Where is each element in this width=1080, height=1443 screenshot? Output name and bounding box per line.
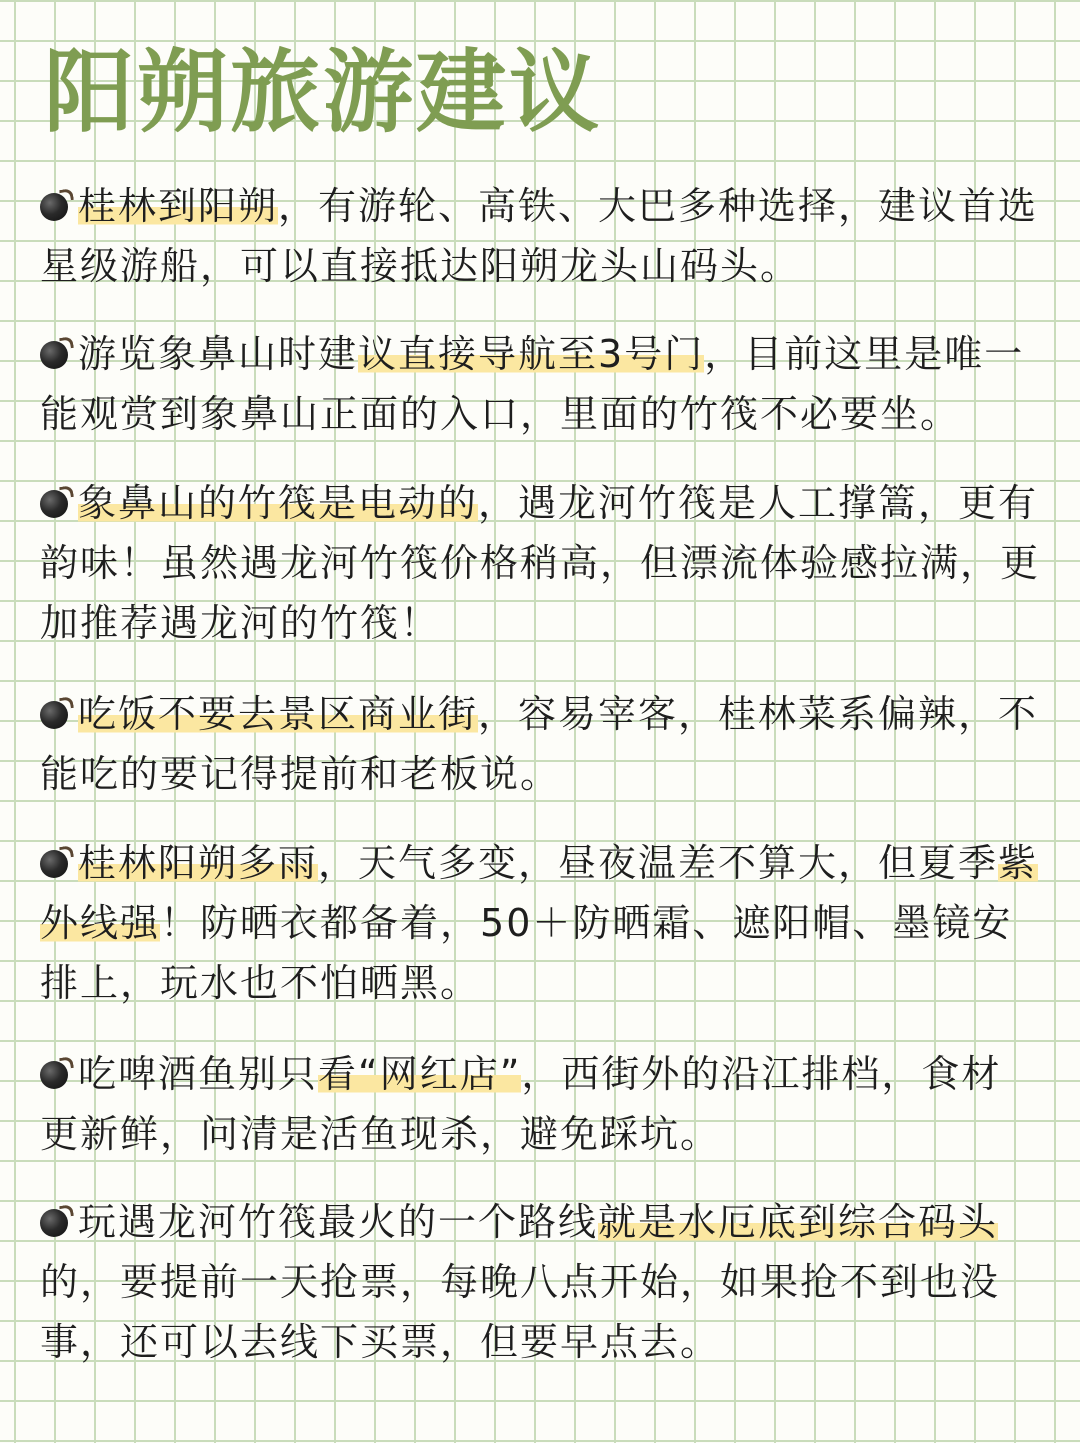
tip-highlight-2: 紫外线强 (40, 841, 1039, 945)
tip-item (40, 1044, 1040, 1164)
tip-highlight: 桂林阳朔多雨 (78, 841, 319, 885)
bomb-icon (40, 1205, 72, 1237)
tip-text-pre: 玩遇龙河竹筏最火的一个路线 (78, 1200, 599, 1244)
tip-highlight: 议直接导航至3号门 (358, 332, 705, 376)
tip-text: 的，要提前一天抢票，每晚八点开始，如果抢不到也没事，还可以去线下买票，但要早点去。 (40, 1260, 1001, 1364)
tip-item (40, 324, 1040, 444)
tip-item (40, 1192, 1040, 1372)
tip-item (40, 684, 1040, 804)
bomb-icon (40, 846, 72, 878)
bomb-icon (40, 486, 72, 518)
tip-highlight: 象鼻山的竹筏是电动的 (78, 481, 479, 525)
tip-text-pre: 吃啤酒鱼别只 (78, 1052, 319, 1096)
page-title: 阳朔旅游建议 (44, 40, 602, 145)
tip-text: ，天气多变，昼夜温差不算大，但夏季 (318, 841, 999, 885)
bomb-icon (40, 697, 72, 729)
tip-item (40, 473, 1040, 653)
tip-text: ，遇龙河竹筏是人工撑篙，更有韵味！虽然遇龙河竹筏价格稍高，但漂流体验感拉满，更加推荐遇龙河的竹筏！ (40, 481, 1041, 645)
tip-text: ，容易宰客，桂林菜系偏辣，不能吃的要记得提前和老板说。 (40, 692, 1039, 796)
tip-text: ，西街外的沿江排档，食材更新鲜，问清是活鱼现杀，避免踩坑。 (40, 1052, 1002, 1156)
tip-highlight: 看“网红店” (318, 1052, 522, 1096)
bomb-icon (40, 337, 72, 369)
tip-item (40, 833, 1040, 1013)
bomb-icon (40, 189, 72, 221)
tip-highlight: 吃饭不要去景区商业街 (78, 692, 479, 736)
tip-item (40, 176, 1040, 296)
tip-text: ，有游轮、高铁、大巴多种选择，建议首选星级游船，可以直接抵达阳朔龙头山码头。 (40, 184, 1039, 288)
tip-text-pre: 游览象鼻山时建 (78, 332, 359, 376)
bomb-icon (40, 1057, 72, 1089)
tip-text: ，目前这里是唯一能观赏到象鼻山正面的入口，里面的竹筏不必要坐。 (40, 332, 1025, 436)
tip-highlight: 桂林到阳朔 (78, 184, 279, 228)
tip-highlight: 就是水厄底到综合码头 (598, 1200, 999, 1244)
tip-text-2: ！防晒衣都备着，50＋防晒霜、遮阳帽、墨镜安排上，玩水也不怕晒黑。 (40, 901, 1013, 1005)
